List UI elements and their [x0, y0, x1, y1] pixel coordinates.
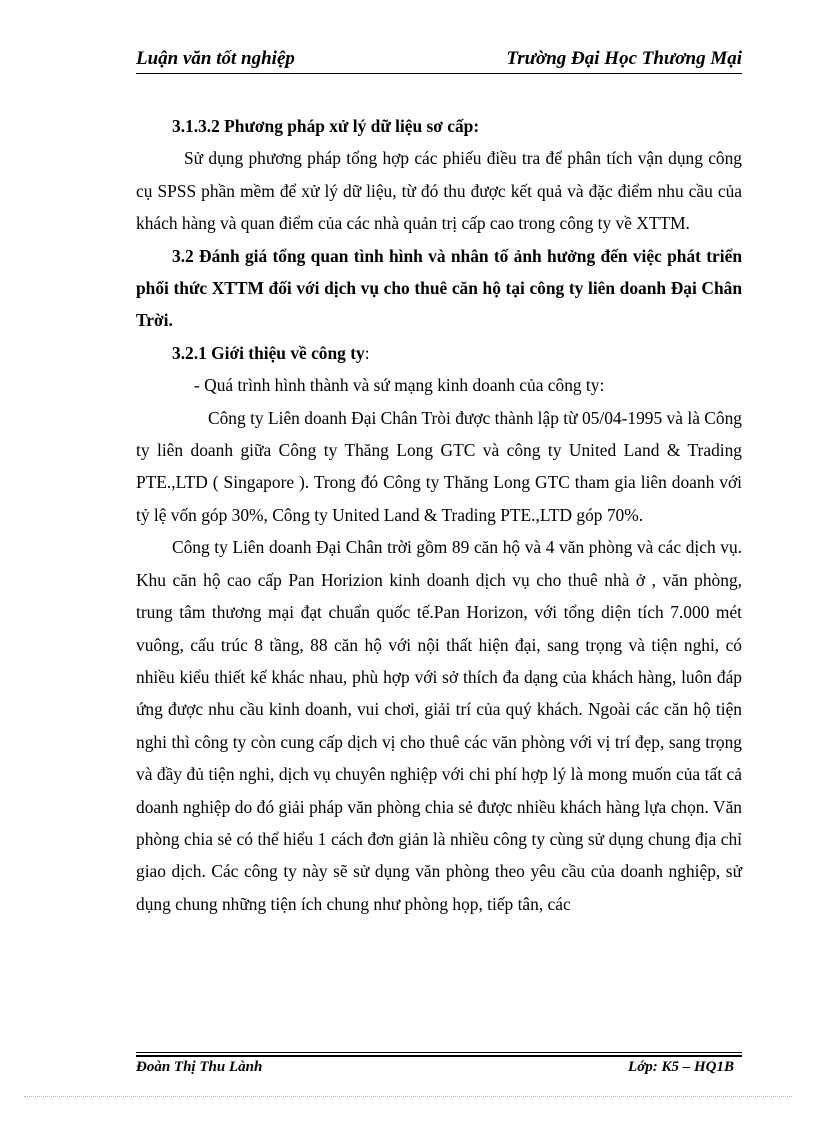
page-body [136, 110, 742, 920]
header-university: Trường Đại Học Thương Mại [506, 48, 742, 69]
footer-rule-thick [136, 1055, 742, 1057]
header-thesis-label: Luận văn tốt nghiệp [136, 48, 295, 69]
header-rule [136, 73, 742, 74]
heading-3-1-3-2: 3.1.3.2 Phương pháp xử lý dữ liệu sơ cấp: [172, 116, 480, 136]
heading-3-2-1 [136, 337, 742, 369]
footer-author: Đoàn Thị Thu Lành [136, 1059, 263, 1075]
page-footer [136, 1050, 742, 1080]
paragraph-company-services: Công ty Liên doanh Đại Chân trời gồm 89 căn hộ và 4 văn phòng và các dịch vụ. Khu căn hộ cao cấp Pan Horizion kinh doanh dịch vụ cho thuê nhà ở , văn phòng, trung tâm thương mại đạt chuẩn quốc tế.Pan Horizon, với tổng diện tích 7.000 mét vuông, cấu trúc 8 tầng, 88 căn hộ với nội thất hiện đại, sang trọng và tiện nghi, có nhiều kiểu thiết kế khác nhau, phù hợp với sở thích đa dạng của khách hàng, luôn đáp ứng được nhu cầu kinh doanh, vui chơi, giải trí của quý khách. Ngoài các căn hộ tiện nghi thì công ty còn cung cấp dịch vị cho thuê các văn phòng với vị trí đẹp, sang trọng và đầy đủ tiện nghi, dịch vụ chuyên nghiệp với chi phí hợp lý là mong muốn của tất cả doanh nghiệp do đó giải pháp văn phòng chia sẻ được nhiều khách hàng lựa chọn. Văn phòng chia sẻ có thể hiểu 1 cách đơn giản là nhiều công ty cùng sử dụng chung địa chỉ giao dịch. Các công ty này sẽ sử dụng văn phòng theo yêu cầu của doanh nghiệp, sử dụng chung những tiện ích chung như phòng họp, tiếp tân, các [136, 537, 742, 914]
page-header [136, 48, 742, 72]
heading-3-2: 3.2 Đánh giá tổng quan tình hình và nhân tố ảnh hưởng đến việc phát triển phối thức XTTM đối với dịch vụ cho thuê căn hộ tại công ty liên doanh Đại Chân Trời. [136, 245, 742, 331]
heading-3-2-1-text: 3.2.1 Giới thiệu về công ty [172, 342, 365, 363]
footer-class: Lớp: K5 – HQ1B [628, 1059, 734, 1075]
paragraph-data-processing: Sử dụng phương pháp tổng hợp các phiếu điều tra để phân tích vận dụng công cụ SPSS phần mềm để xử lý dữ liệu, từ đó thu được kết quả và đặc điểm nhu cầu của khách hàng và quan điểm của các nhà quản trị cấp cao trong công ty về XTTM. [136, 148, 742, 234]
paragraph-company-founding: Công ty Liên doanh Đại Chân Tròi được thành lập từ 05/04-1995 và là Công ty liên doanh giữa Công ty Thăng Long GTC và công ty United Land & Trading PTE.,LTD ( Singapore ). Trong đó Công ty Thăng Long GTC tham gia liên doanh với tỷ lệ vốn góp 30%, Công ty United Land & Trading PTE.,LTD góp 70%. [136, 407, 742, 525]
bullet-history: - Quá trình hình thành và sứ mạng kinh doanh của công ty: [194, 375, 605, 396]
page-bottom-dotted-line [24, 1096, 792, 1097]
footer-rule-thin [136, 1052, 742, 1053]
heading-3-2-1-colon: : [364, 342, 370, 363]
